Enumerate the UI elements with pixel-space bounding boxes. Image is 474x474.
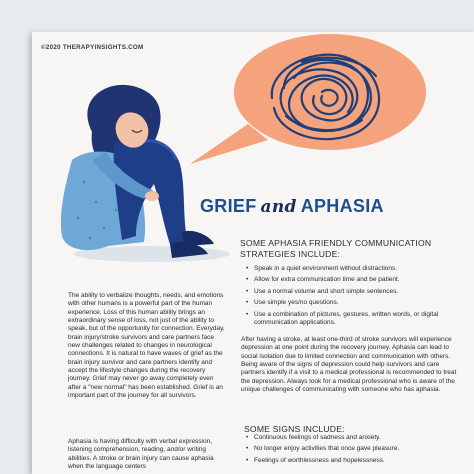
list-item: • Use a combination of pictures, gestures, written words, or digital communication applications.: [246, 311, 456, 328]
list-item: • Use a normal volume and short simple sentences.: [246, 288, 456, 296]
title-and: and: [260, 197, 297, 217]
sad-woman-illustration: [61, 85, 230, 262]
list-item: • Continuous feelings of sadness and anxiety.: [246, 434, 456, 442]
title-aphasia: APHASIA: [300, 196, 384, 216]
signs-heading: SOME SIGNS INCLUDE:: [244, 424, 345, 434]
document-title: [200, 196, 384, 217]
aphasia-paragraph: Aphasia is having difficulty with verbal expression, listening comprehension, reading, and/or writing abilities. A stroke or brain injury can cause aphasia when the language centers: [68, 438, 214, 471]
copyright-text: ©2020 THERAPYINSIGHTS.COM: [41, 44, 144, 51]
depression-paragraph: After having a stroke, at least one-third of stroke survivors will experience depression at one point during the recovery journey. Aphasia can lead to social isolation due to limited connection and communication with others. Being aware of the signs of depression could help survivors and care partners identify if a visit to a medical professional is recommended to treat the depression. Always look for a medical professional who is aware of the unique challenges of communicating with someone who has aphasia.: [241, 336, 457, 394]
list-item: • Feelings of worthlessness and hopelessness.: [246, 457, 456, 465]
list-item: • Speak in a quiet environment without distractions.: [246, 265, 456, 273]
intro-paragraph: The ability to verbalize thoughts, needs, and emotions with other humans is a powerful part of the human experience. Loss of this human ability brings an extraordinary sense of loss, not just of the ability to speak, but of the opportunity for connection. Everyday, brain injury/stroke survivors and care partners face new challenges related to changes in neurological connections. It is natural to have waves of grief as the brain injury survivor and care partners identify and accept the lifestyle changes during the recovery journey. Grief may never go away completely even after a "new normal" has been established. Grief is an important part of the journey for all survivors.: [68, 292, 225, 400]
strategies-heading: SOME APHASIA FRIENDLY COMMUNICATION STRATEGIES INCLUDE:: [240, 238, 432, 259]
list-item: • Use simple yes/no questions.: [246, 299, 456, 307]
signs-list: [246, 434, 456, 468]
list-item: • Allow for extra communication time and be patient.: [246, 276, 456, 284]
speech-bubble-icon: [190, 34, 426, 164]
title-grief: GRIEF: [200, 196, 257, 216]
handout-sheet: [32, 32, 474, 474]
list-item: • No longer enjoy activities that once gave pleasure.: [246, 445, 456, 453]
strategies-list: [246, 265, 456, 330]
